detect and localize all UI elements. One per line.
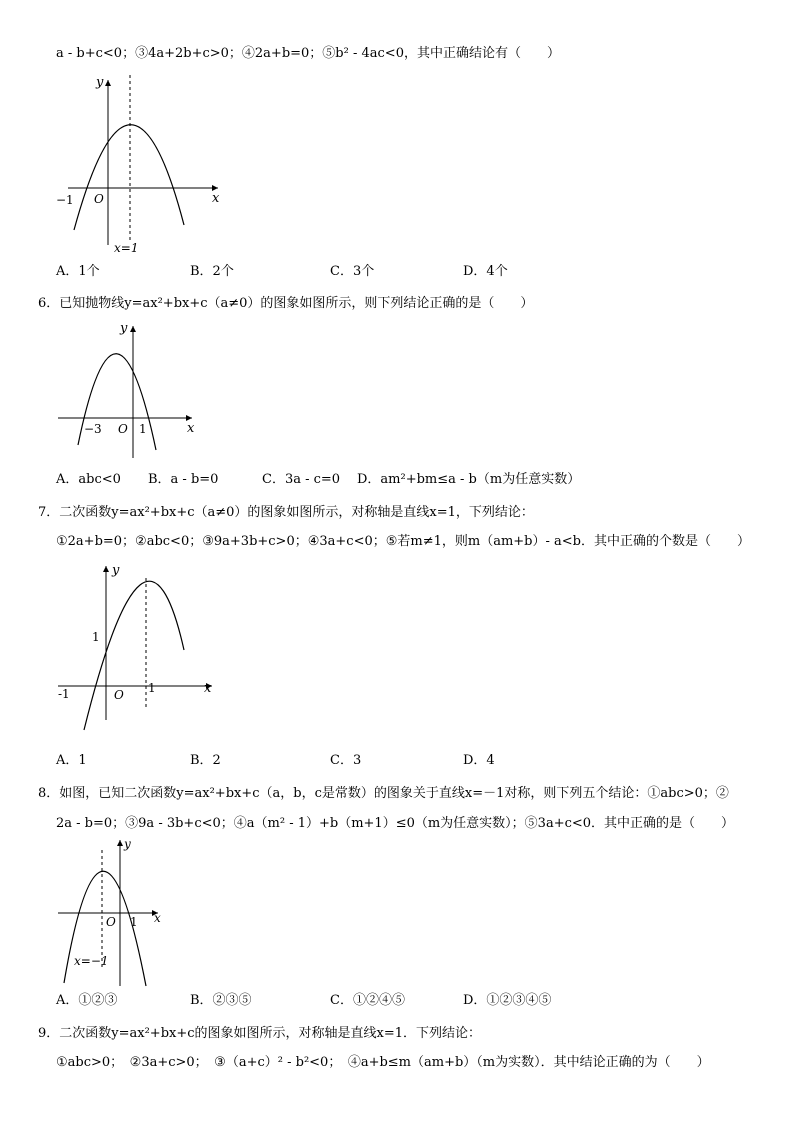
q7-option-d[interactable]: D．4 (463, 753, 495, 768)
q8-origin-label: O (106, 915, 116, 929)
q8-option-b[interactable]: B．②③⑤ (190, 993, 252, 1008)
q6-option-b[interactable]: B．a - b=0 (148, 472, 219, 487)
q8-one-label: 1 (130, 915, 138, 929)
q6-y-label: y (120, 321, 128, 336)
q7-neg1-label: -1 (58, 687, 70, 701)
q8-parabola-graph (56, 838, 176, 988)
q5-y-label: y (96, 75, 104, 90)
q5-option-a[interactable]: A．1个 (56, 264, 100, 279)
q7-option-b[interactable]: B．2 (190, 753, 221, 768)
q6-parabola-graph (56, 320, 206, 460)
q7-y-label: y (112, 563, 120, 578)
q8-option-d[interactable]: D．①②③④⑤ (463, 993, 552, 1008)
q5-option-c[interactable]: C．3个 (330, 264, 375, 279)
q7-origin-label: O (114, 688, 124, 702)
q5-parabola-curve (74, 125, 184, 230)
q6-origin-label: O (118, 422, 128, 436)
q6-one-label: 1 (139, 422, 147, 436)
q8-x-label: x (154, 911, 161, 925)
q6-x-label: x (187, 421, 195, 436)
q5-axis-label: x=1 (114, 241, 139, 255)
q5-origin-label: O (94, 192, 104, 206)
q7-stem-line1: 7．二次函数y=ax²+bx+c（a≠0）的图象如图所示，对称轴是直线x=1，下列结论： (38, 505, 534, 520)
q5-option-d[interactable]: D．4个 (463, 264, 508, 279)
q8-stem-line1: 8．如图，已知二次函数y=ax²+bx+c（a，b，c是常数）的图象关于直线x=－1对称，则下列五个结论：①abc>0；② (38, 786, 729, 801)
q8-stem-line2: 2a - b=0；③9a - 3b+c<0；④a（m² - 1）+b（m+1）≤0（m为任意实数）；⑤3a+c<0．其中正确的是（ ） (56, 816, 735, 831)
q7-one-y-label: 1 (92, 630, 100, 644)
q9-stem-line1: 9．二次函数y=ax²+bx+c的图象如图所示，对称轴是直线x=1．下列结论： (38, 1026, 482, 1041)
q7-stem-line2: ①2a+b=0；②abc<0；③9a+3b+c>0；④3a+c<0；⑤若m≠1，则m（am+b）- a<b．其中正确的个数是（ ） (56, 534, 750, 549)
q8-option-c[interactable]: C．①②④⑤ (330, 993, 405, 1008)
q5-x-label: x (212, 191, 220, 206)
q6-option-c[interactable]: C．3a - c=0 (262, 472, 341, 487)
q5-neg1-label: −1 (56, 193, 74, 207)
q7-option-c[interactable]: C．3 (330, 753, 362, 768)
q9-stem-line2: ①abc>0； ②3a+c>0； ③（a+c）² - b²<0； ④a+b≤m（am+b）（m为实数）．其中结论正确的为（ ） (56, 1055, 710, 1070)
q8-axis-label: x=−1 (74, 954, 109, 968)
q7-parabola-graph (56, 560, 226, 730)
q6-option-d[interactable]: D．am²+bm≤a - b（m为任意实数） (357, 472, 581, 487)
q5-stem-tail: a - b+c<0；③4a+2b+c>0；④2a+b=0；⑤b² - 4ac<0，其中正确结论有（ ） (56, 46, 560, 61)
q6-stem: 6．已知抛物线y=ax²+bx+c（a≠0）的图象如图所示，则下列结论正确的是（ ） (38, 296, 534, 311)
q5-option-b[interactable]: B．2个 (190, 264, 234, 279)
q6-neg3-label: −3 (84, 422, 102, 436)
q7-parabola-curve (84, 581, 184, 730)
q7-x-label: x (204, 681, 212, 696)
q8-option-a[interactable]: A．①②③ (56, 993, 118, 1008)
q6-option-a[interactable]: A．abc<0 (56, 472, 121, 487)
q7-one-x-label: 1 (148, 681, 156, 695)
q7-option-a[interactable]: A．1 (56, 753, 87, 768)
q8-y-label: y (124, 837, 131, 851)
q5-parabola-graph (56, 70, 226, 260)
